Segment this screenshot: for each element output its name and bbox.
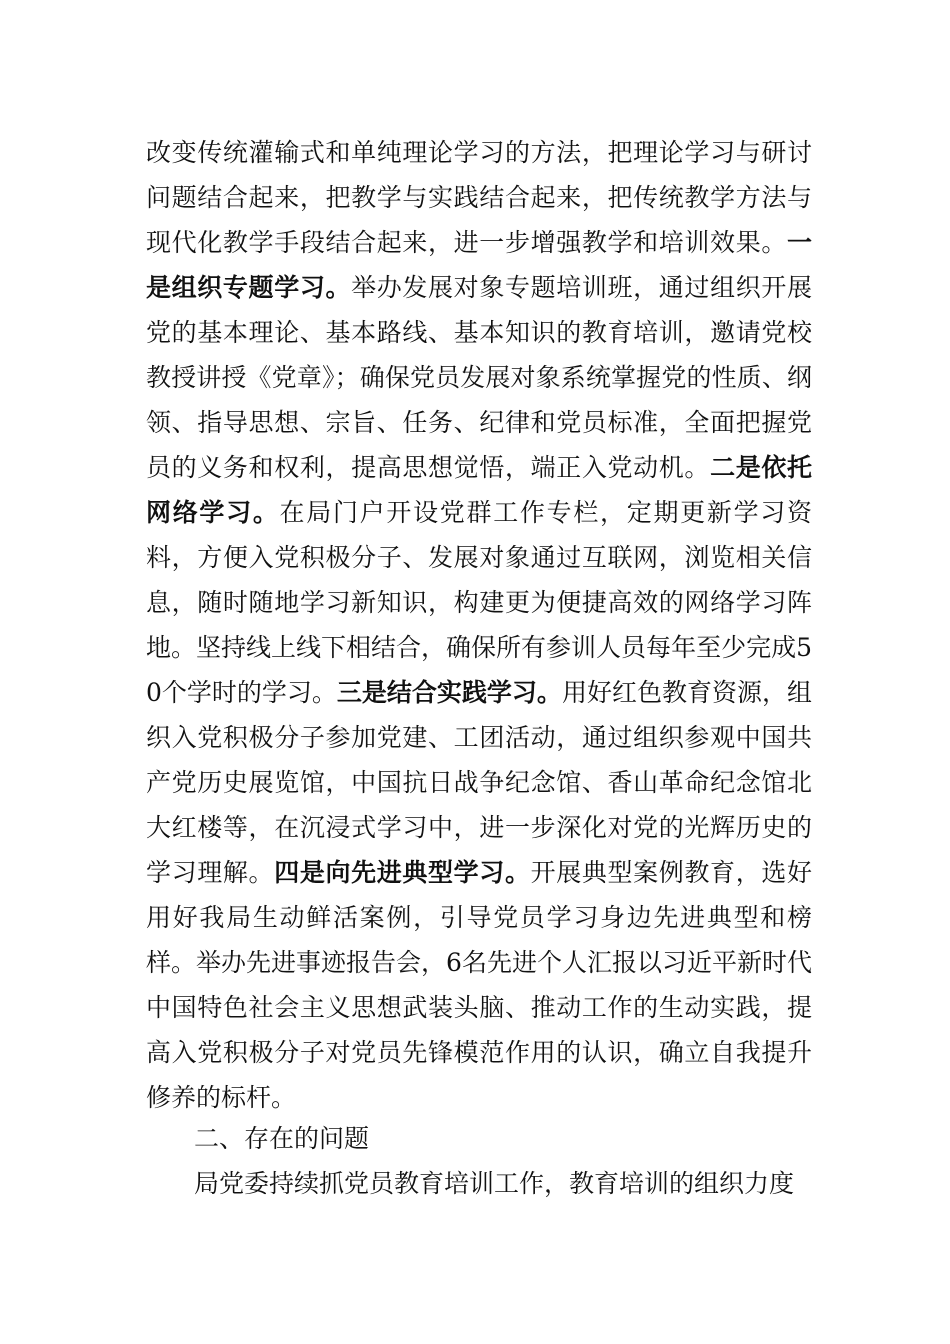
paragraph-text-5: 开展典型案例教育，选好用好我局生动鲜活案例，引导党员学习身边先进典型和榜样。举办先进事迹报告会，6名先进个人汇报以习近平新时代中国特色社会主义思想武装头脑、推动工作的生动实践，提高入党积极分子对党员先锋模范作用的认识，确立自我提升修养的标杆。 (146, 858, 812, 1112)
next-paragraph: 局党委持续抓党员教育培训工作，教育培训的组织力度 (194, 1169, 795, 1198)
bold-point-1: 一是组织专题学习。 (146, 228, 812, 302)
paragraph-text-3: 在局门户开设党群工作专栏，定期更新学习资料，方便入党积极分子、发展对象通过互联网，浏览相关信息，随时随地学习新知识，构建更为便捷高效的网络学习阵地。坚持线上线下相结合，确保所有参训人员每年至少完成50个学时的学习。 (146, 498, 812, 707)
paragraph-text-1: 改变传统灌输式和单纯理论学习的方法，把理论学习与研讨问题结合起来，把教学与实践结合起来，把传统教学方法与现代化教学手段结合起来，进一步增强教学和培训效果。 (146, 138, 812, 257)
bold-point-3: 三是结合实践学习。 (336, 678, 562, 707)
paragraph-text-4: 用好红色教育资源，组织入党积极分子参加党建、工团活动，通过组织参观中国共产党历史展览馆，中国抗日战争纪念馆、香山革命纪念馆北大红楼等，在沉浸式学习中，进一步深化对党的光辉历史的学习理解。 (146, 678, 812, 887)
body-paragraph (146, 130, 812, 1120)
paragraph-text-2: 举办发展对象专题培训班，通过组织开展党的基本理论、基本路线、基本知识的教育培训，邀请党校教授讲授《党章》；确保党员发展对象系统掌握党的性质、纲领、指导思想、宗旨、任务、纪律和党员标准，全面把握党员的义务和权利，提高思想觉悟，端正入党动机。 (146, 273, 812, 482)
bold-point-2: 二是依托网络学习。 (146, 453, 812, 527)
section-heading: 二、存在的问题 (194, 1124, 370, 1153)
bold-point-4: 四是向先进典型学习。 (274, 858, 531, 887)
